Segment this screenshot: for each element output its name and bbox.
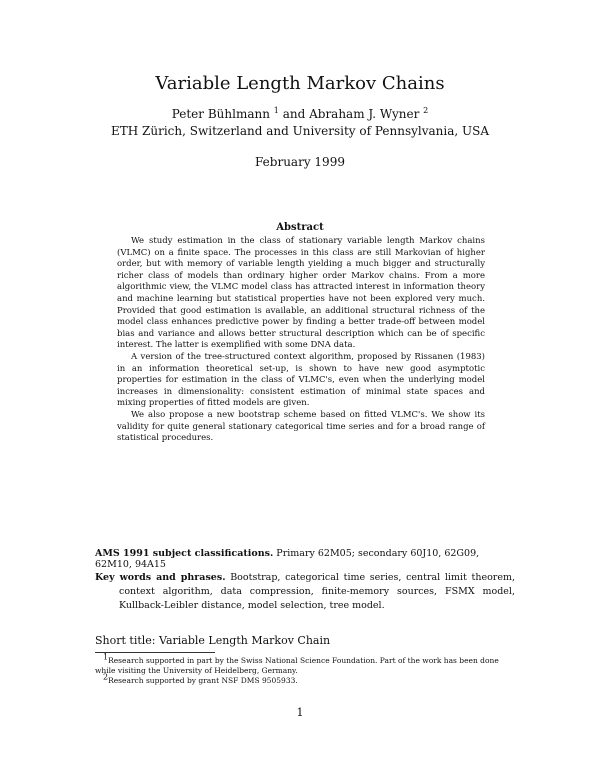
keywords-text: Bootstrap, categorical time series, central limit theorem, context algorithm, data compression, finite-memory sources, FSMX model, Kullback-Leibler distance, model selection, tree model. bbox=[119, 572, 515, 611]
ams-label: AMS 1991 subject classifications. bbox=[95, 548, 274, 559]
short-title: Short title: Variable Length Markov Chain bbox=[95, 634, 331, 647]
author-line bbox=[0, 107, 600, 121]
author-conjunction: and bbox=[282, 107, 306, 121]
footnote-text: Research supported by grant NSF DMS 9505933. bbox=[108, 676, 298, 685]
abstract-body bbox=[117, 236, 485, 445]
affiliation: ETH Zürich, Switzerland and University of Pennsylvania, USA bbox=[110, 124, 489, 138]
keywords-label: Key words and phrases. bbox=[95, 572, 226, 583]
footnote-mark: 1 bbox=[273, 106, 279, 115]
footnote bbox=[95, 672, 515, 686]
footnote-mark: 1 bbox=[103, 652, 109, 662]
ams-text: Primary 62M05; secondary 60J10, 62G09, 62M10, 94A15 bbox=[95, 548, 480, 570]
footnote-text: Research supported in part by the Swiss National Science Foundation. Part of the work has been done while visiting the University of Heidelberg, Germany. bbox=[95, 656, 499, 675]
paper-title: Variable Length Markov Chains bbox=[155, 73, 445, 94]
publication-date: February 1999 bbox=[255, 155, 345, 169]
footnote-mark: 2 bbox=[423, 106, 429, 115]
footnote bbox=[95, 652, 515, 676]
abstract-heading: Abstract bbox=[276, 222, 324, 233]
ams-classification bbox=[95, 548, 515, 570]
keywords bbox=[95, 571, 515, 613]
footnote-mark: 2 bbox=[103, 672, 109, 682]
author-name: Abraham J. Wyner bbox=[309, 107, 420, 121]
abstract-paragraph: A version of the tree-structured context algorithm, proposed by Rissanen (1983) in an information theoretical set-up, is shown to have new good asymptotic properties for estimation in the class of VLMC's, even when the underlying model increases in dimensionality: consistent estimation of minimal state spaces and mixing properties of fitted models are given. bbox=[117, 351, 485, 409]
footnotes bbox=[95, 652, 515, 686]
abstract-paragraph: We study estimation in the class of stationary variable length Markov chains (VLMC) on a finite space. The processes in this class are still Markovian of higher order, but with memory of variable length yielding a much bigger and structurally richer class of models than ordinary higher order Markov chains. From a more algorithmic view, the VLMC model class has attracted interest in information theory and machine learning but statistical properties have not been explored very much. Provided that good estimation is available, an additional structural richness of the model class enhances predictive power by finding a better trade-off between model bias and variance and allows better structural description which can be of specific interest. The latter is exemplified with some DNA data. bbox=[117, 236, 485, 351]
abstract-paragraph: We also propose a new bootstrap scheme based on fitted VLMC's. We show its validity for quite general stationary categorical time series and for a broad range of statistical procedures. bbox=[117, 409, 485, 444]
footnote-divider bbox=[95, 652, 215, 653]
author-name: Peter Bühlmann bbox=[171, 107, 270, 121]
page-number: 1 bbox=[296, 706, 304, 719]
